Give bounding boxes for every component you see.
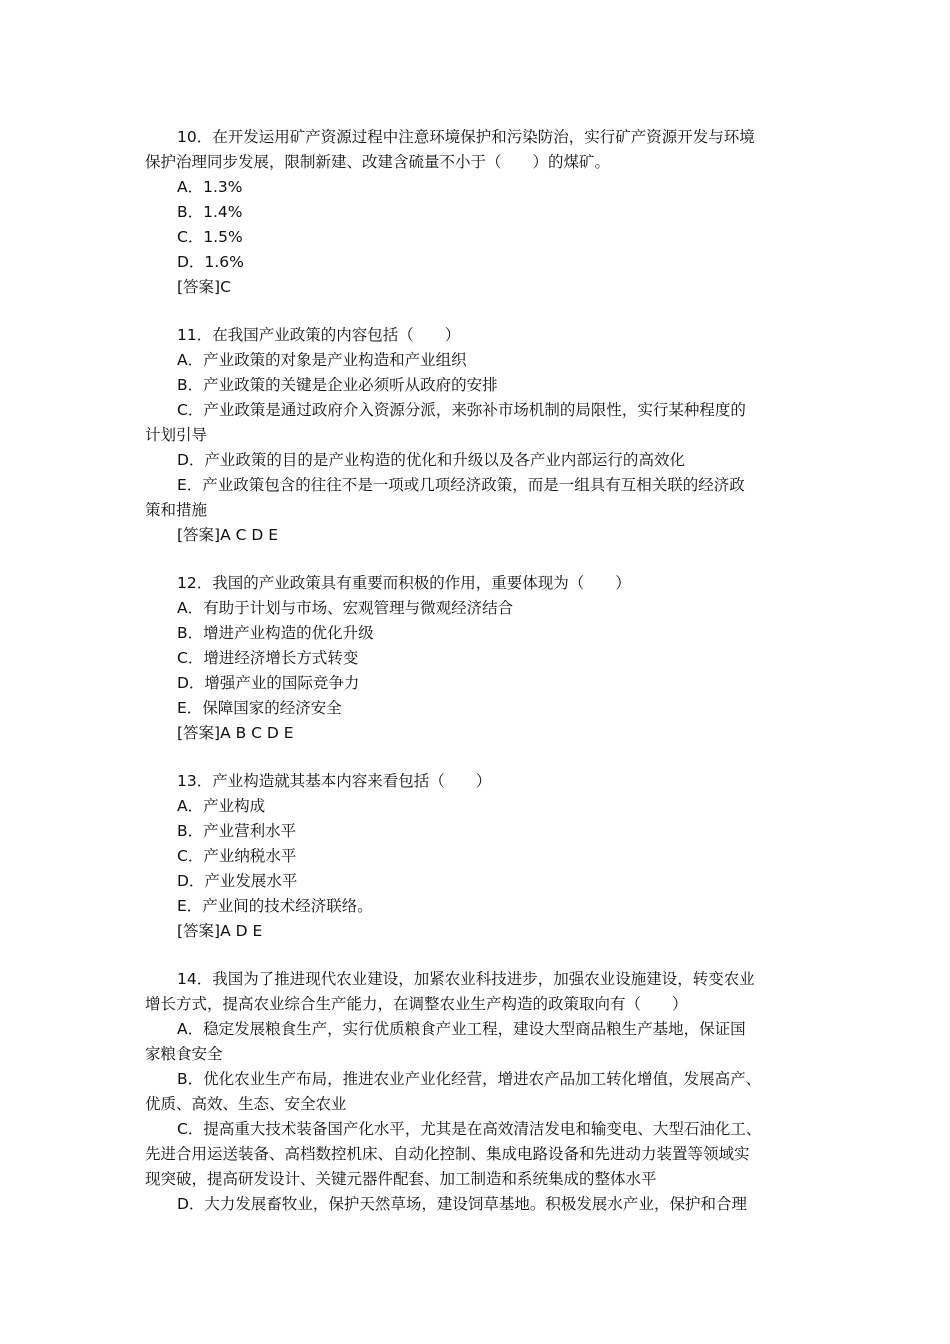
option-b: B．增进产业构造的优化升级 (177, 624, 374, 642)
option-e: E．产业间的技术经济联络。 (177, 897, 373, 915)
option-a: A．产业构成 (177, 797, 266, 815)
question-stem: 13．产业构造就其基本内容来看包括（ ） (177, 772, 492, 790)
option-d: D．增强产业的国际竞争力 (177, 674, 360, 692)
option-b: B．产业政策的关键是企业必须听从政府的安排 (177, 376, 498, 394)
option-d: D．大力发展畜牧业，保护天然草场，建设饲草基地。积极发展水产业，保护和合理 (177, 1195, 747, 1213)
question-11 (145, 323, 805, 548)
option-e-continued: 策和措施 (145, 501, 208, 519)
option-c-continued-2: 现突破，提高研发设计、关键元器件配套、加工制造和系统集成的整体水平 (145, 1170, 657, 1188)
question-stem: 14．我国为了推进现代农业建设，加紧农业科技进步，加强农业设施建设，转变农业 (177, 970, 755, 988)
document-content (145, 125, 805, 1240)
option-a: A．1.3% (177, 178, 243, 196)
question-13 (145, 769, 805, 944)
option-c: C．产业纳税水平 (177, 847, 297, 865)
option-e: E．产业政策包含的往往不是一项或几项经济政策，而是一组具有互相关联的经济政 (177, 476, 745, 494)
option-a: A．稳定发展粮食生产，实行优质粮食产业工程，建设大型商品粮生产基地，保证国 (177, 1020, 746, 1038)
answer-line: [答案]A D E (177, 922, 263, 940)
option-d: D．产业政策的目的是产业构造的优化和升级以及各产业内部运行的高效化 (177, 451, 685, 469)
option-a: A．有助于计划与市场、宏观管理与微观经济结合 (177, 599, 514, 617)
option-c-continued: 计划引导 (145, 426, 208, 444)
option-c: C．产业政策是通过政府介入资源分派，来弥补市场机制的局限性，实行某种程度的 (177, 401, 746, 419)
option-c-continued: 先进合用运送装备、高档数控机床、自动化控制、集成电路设备和先进动力装置等领域实 (145, 1145, 750, 1163)
option-e: E．保障国家的经济安全 (177, 699, 342, 717)
question-stem-continued: 增长方式，提高农业综合生产能力，在调整农业生产构造的政策取向有（ ） (145, 995, 688, 1013)
option-b-continued: 优质、高效、生态、安全农业 (145, 1095, 347, 1113)
answer-line: [答案]C (177, 278, 231, 296)
option-d: D．1.6% (177, 253, 244, 271)
option-b: B．产业营利水平 (177, 822, 297, 840)
question-12 (145, 571, 805, 746)
option-b: B．1.4% (177, 203, 243, 221)
option-b: B．优化农业生产布局，推进农业产业化经营，增进农产品加工转化增值，发展高产、 (177, 1070, 762, 1088)
option-d: D．产业发展水平 (177, 872, 298, 890)
answer-line: [答案]A B C D E (177, 724, 294, 742)
question-14 (145, 967, 805, 1217)
question-stem: 12．我国的产业政策具有重要而积极的作用，重要体现为（ ） (177, 574, 631, 592)
question-10 (145, 125, 805, 300)
question-stem: 11．在我国产业政策的内容包括（ ） (177, 326, 461, 344)
option-c: C．增进经济增长方式转变 (177, 649, 359, 667)
option-a: A．产业政策的对象是产业构造和产业组织 (177, 351, 467, 369)
option-a-continued: 家粮食安全 (145, 1045, 223, 1063)
question-stem-continued: 保护治理同步发展，限制新建、改建含硫量不小于（ ）的煤矿。 (145, 153, 611, 171)
option-c: C．1.5% (177, 228, 243, 246)
option-c: C．提高重大技术装备国产化水平，尤其是在高效清洁发电和输变电、大型石油化工、 (177, 1120, 762, 1138)
question-stem: 10．在开发运用矿产资源过程中注意环境保护和污染防治，实行矿产资源开发与环境 (177, 128, 755, 146)
answer-line: [答案]A C D E (177, 526, 279, 544)
